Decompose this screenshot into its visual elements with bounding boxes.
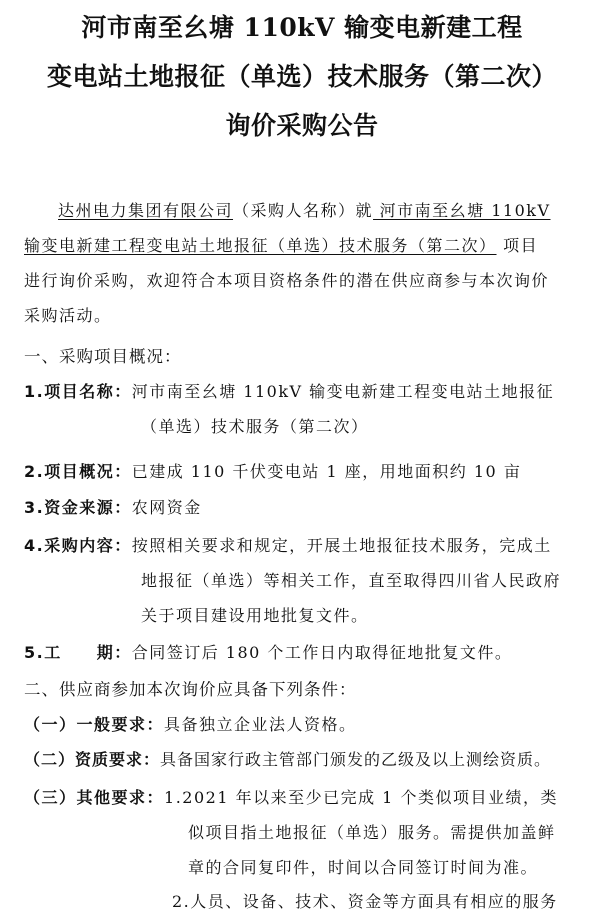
req1-line xyxy=(24,712,357,735)
item2-text: 已建成 110 千伏变电站 1 座，用地面积约 10 亩 xyxy=(131,462,522,481)
title-line-2: 变电站土地报征（单选）技术服务（第二次） xyxy=(46,62,557,91)
req3-text1: 1.2021 年以来至少已完成 1 个类似项目业绩，类 xyxy=(164,788,558,807)
item2-line xyxy=(24,459,521,482)
req3-line-2: 似项目指土地报征（单选）服务。需提供加盖鲜 xyxy=(188,823,556,842)
req2-label: （二）资质要求： xyxy=(24,750,161,769)
req3-line-1 xyxy=(24,785,558,808)
req1-label: （一）一般要求： xyxy=(24,715,165,734)
intro-tail: 项目 xyxy=(496,236,539,255)
project-name-part2: 输变电新建工程变电站土地报征（单选）技术服务（第二次） xyxy=(24,236,497,255)
req3-label: （三）其他要求： xyxy=(24,788,165,807)
item2-label: 2.项目概况： xyxy=(24,462,132,481)
item3-label: 3.资金来源： xyxy=(24,498,132,517)
req3-line-3: 章的合同复印件，时间以合同签订时间为准。 xyxy=(188,858,539,877)
item4-label: 4.采购内容： xyxy=(24,536,132,555)
purchaser-name: 达州电力集团有限公司 xyxy=(58,201,234,220)
intro-line-3: 进行询价采购，欢迎符合本项目资格条件的潜在供应商参与本次询价 xyxy=(24,271,550,290)
section1-heading: 一、采购项目概况： xyxy=(24,347,182,366)
item4-text1: 按照相关要求和规定，开展土地报征技术服务，完成土 xyxy=(131,536,552,555)
project-name-part1: 河市南至幺塘 110kV xyxy=(373,201,551,220)
req2-line xyxy=(24,747,551,770)
item3-text: 农网资金 xyxy=(131,498,202,517)
item4-line-3: 关于项目建设用地批复文件。 xyxy=(141,606,369,625)
intro-line-1 xyxy=(58,198,551,221)
intro-line-2 xyxy=(24,233,538,256)
purchaser-suffix: （采购人名称）就 xyxy=(233,201,374,220)
req3-line-4: 2.人员、设备、技术、资金等方面具有相应的服务 xyxy=(172,892,558,911)
req2-text: 具备国家行政主管部门颁发的乙级及以上测绘资质。 xyxy=(160,750,552,769)
item4-line-1 xyxy=(24,533,552,556)
item5-text: 合同签订后 180 个工作日内取得征地批复文件。 xyxy=(131,643,513,662)
item1-line-1 xyxy=(24,379,554,402)
title-line-3: 询价采购公告 xyxy=(225,111,379,140)
item5-label: 5.工 期： xyxy=(24,643,132,662)
item1-line-2: （单选）技术服务（第二次） xyxy=(141,417,369,436)
intro-line-4: 采购活动。 xyxy=(24,306,112,325)
item3-line xyxy=(24,495,202,518)
title-line-1: 河市南至幺塘 110kV 输变电新建工程 xyxy=(81,13,523,42)
item1-label: 1.项目名称： xyxy=(24,382,132,401)
item5-line xyxy=(24,640,512,663)
item4-line-2: 地报征（单选）等相关工作，直至取得四川省人民政府 xyxy=(141,571,562,590)
section2-heading: 二、供应商参加本次询价应具备下列条件： xyxy=(24,680,357,699)
item1-text1: 河市南至幺塘 110kV 输变电新建工程变电站土地报征 xyxy=(131,382,555,401)
req1-text: 具备独立企业法人资格。 xyxy=(164,715,357,734)
